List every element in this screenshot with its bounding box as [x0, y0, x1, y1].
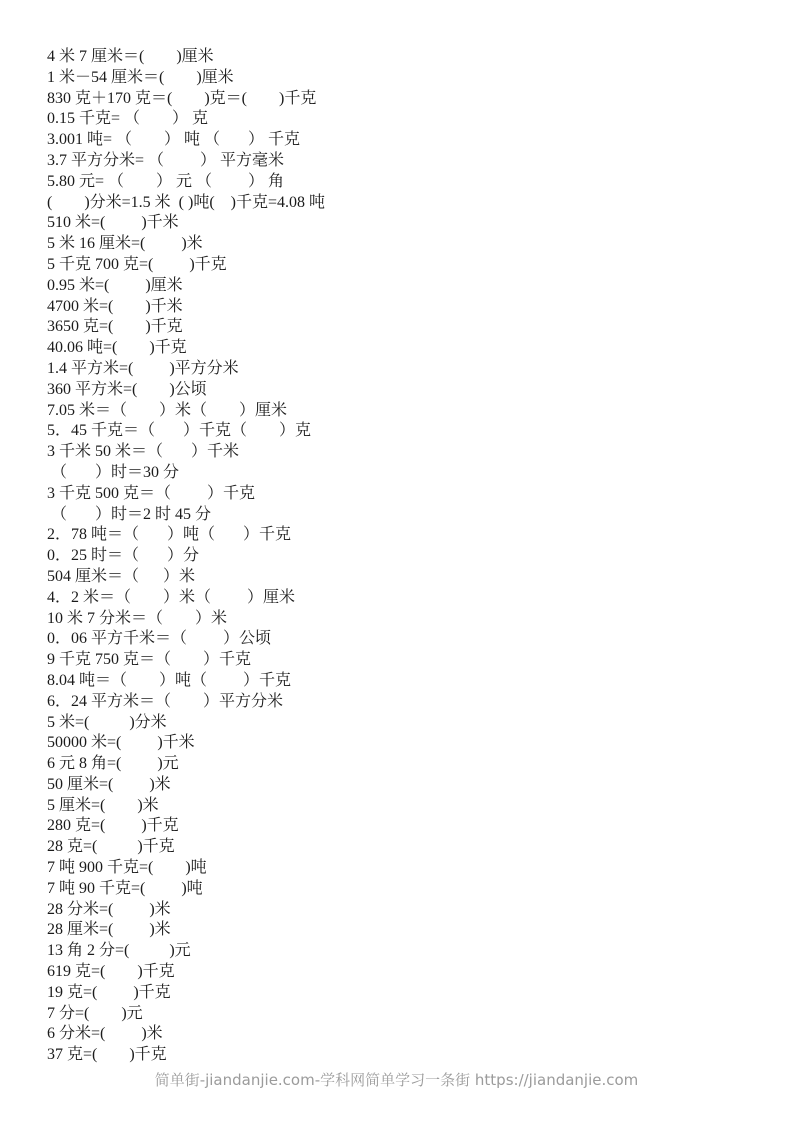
- worksheet-line: 2．78 吨＝（ ）吨（ ）千克: [47, 526, 292, 544]
- worksheet-line: 19 克=( )千克: [47, 983, 171, 1001]
- worksheet-line: （ ）时＝2 时 45 分: [47, 505, 212, 523]
- worksheet-line: 0.95 米=( )厘米: [47, 276, 183, 294]
- worksheet-line: 5 米 16 厘米=( )米: [47, 235, 203, 253]
- worksheet-line: 5 千克 700 克=( )千克: [47, 255, 227, 273]
- worksheet-line: 0．06 平方千米＝（ ）公顷: [47, 630, 272, 648]
- worksheet-line: 7 吨 90 千克=( )吨: [47, 879, 203, 897]
- worksheet-line: 360 平方米=( )公顷: [47, 380, 207, 398]
- worksheet-line: 4 米 7 厘米＝( )厘米: [47, 48, 214, 65]
- worksheet-line: 3650 克=( )千克: [47, 318, 183, 336]
- worksheet-line: 830 克＋170 克＝( )克＝( )千克: [47, 89, 317, 107]
- worksheet-line: 5．45 千克＝（ ）千克（ ）克: [47, 422, 312, 440]
- worksheet-line: 13 角 2 分=( )元: [47, 942, 191, 960]
- worksheet-line: 8.04 吨＝（ ）吨（ ）千克: [47, 671, 292, 689]
- worksheet-line: 280 克=( )千克: [47, 817, 179, 835]
- worksheet-line: 37 克=( )千克: [47, 1046, 167, 1064]
- worksheet-line: 6 元 8 角=( )元: [47, 755, 179, 773]
- worksheet-line: 3.7 平方分米= （ ） 平方毫米: [47, 151, 285, 169]
- worksheet-line: 5 米=( )分米: [47, 713, 167, 731]
- worksheet-line: 40.06 吨=( )千克: [47, 339, 187, 357]
- worksheet-line: ( )分米=1.5 米 ( )吨( )千克=4.08 吨: [47, 193, 326, 211]
- worksheet-line: 6 分米=( )米: [47, 1025, 163, 1043]
- worksheet-line: 6．24 平方米＝（ ）平方分米: [47, 692, 284, 710]
- worksheet-line: 3.001 吨= （ ） 吨 （ ） 千克: [47, 131, 301, 149]
- worksheet-line: 5 厘米=( )米: [47, 796, 159, 814]
- worksheet-line: 7 吨 900 千克=( )吨: [47, 859, 207, 877]
- worksheet-line: （ ）时＝30 分: [47, 463, 180, 481]
- worksheet-line: 510 米=( )千米: [47, 214, 179, 232]
- worksheet-line: 9 千克 750 克＝（ ）千克: [47, 651, 252, 669]
- worksheet-line: 50000 米=( )千米: [47, 734, 195, 752]
- worksheet-line: 10 米 7 分米＝（ ）米: [47, 609, 228, 627]
- worksheet-line: 4700 米=( )千米: [47, 297, 183, 315]
- worksheet-line: 28 克=( )千克: [47, 838, 175, 856]
- worksheet-line: 28 厘米=( )米: [47, 921, 171, 939]
- footer-credit: 简单街-jiandanjie.com-学科网简单学习一条街 https://jiandanjie.com: [154, 1071, 639, 1089]
- worksheet-line: 0．25 时＝（ ）分: [47, 547, 200, 565]
- worksheet-line: 50 厘米=( )米: [47, 775, 171, 793]
- worksheet-line: 3 千米 50 米＝（ ）千米: [47, 443, 240, 461]
- worksheet-line: 1 米－54 厘米＝( )厘米: [47, 68, 234, 86]
- worksheet-line: 7 分=( )元: [47, 1004, 143, 1022]
- worksheet-line: 1.4 平方米=( )平方分米: [47, 359, 239, 377]
- worksheet-line: 504 厘米＝（ ）米: [47, 567, 196, 585]
- worksheet-lines: [47, 47, 773, 1066]
- worksheet-line: 4．2 米＝（ ）米（ ）厘米: [47, 588, 296, 606]
- worksheet-line: 28 分米=( )米: [47, 900, 171, 918]
- worksheet-line: 619 克=( )千克: [47, 963, 175, 981]
- worksheet-line: 5.80 元= （ ） 元 （ ） 角: [47, 172, 285, 190]
- worksheet-line: 7.05 米＝（ ）米（ ）厘米: [47, 401, 288, 419]
- worksheet-line: 3 千克 500 克＝（ ）千克: [47, 484, 256, 502]
- worksheet-line: 0.15 千克= （ ） 克: [47, 110, 209, 128]
